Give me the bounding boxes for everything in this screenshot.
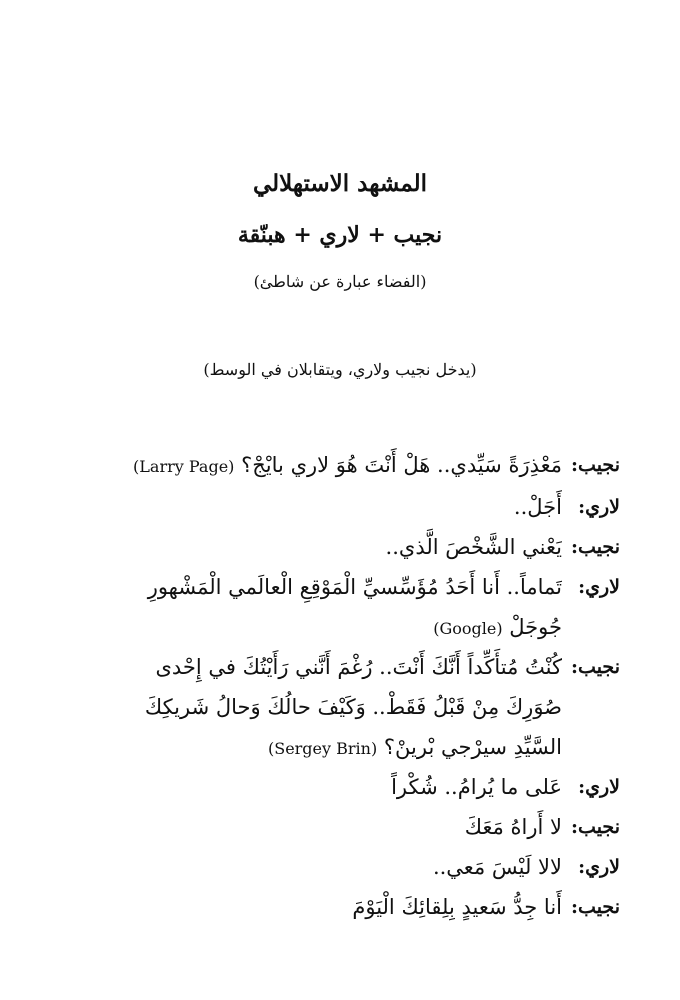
dialogue-line <box>60 445 620 487</box>
scene-title: المشهد الاستهلالي <box>252 170 428 197</box>
dialogue-line <box>60 487 620 527</box>
dialogue-line <box>60 767 620 807</box>
speech-text: أَنا جِدُّ سَعيدٍ بِلِقائِكَ الْيَوْمَ <box>352 895 562 919</box>
speech-text: مَعْذِرَةً سَيِّدي.. هَلْ أَنْتَ هُوَ لاري بايْجْ؟ (Larry Page) <box>133 453 562 477</box>
dialogue-line <box>60 567 620 647</box>
speaker-name: نجيب: <box>571 816 620 838</box>
speaker-name: نجيب: <box>571 896 620 918</box>
speaker-name: نجيب: <box>571 454 620 476</box>
setting-note: (الفضاء عبارة عن شاطئ) <box>253 272 427 291</box>
dialogue-line <box>60 807 620 847</box>
speech-text: يَعْني الشَّخْصَ الَّذي.. <box>385 535 562 559</box>
latin-name: (Google) <box>433 619 503 638</box>
dialogue-line <box>60 647 620 767</box>
speech-text: عَلى ما يُرامُ.. شُكْراً <box>391 775 562 799</box>
dialogue-line <box>60 527 620 567</box>
speaker-name: لاري: <box>578 776 620 798</box>
speech-text: تَماماً.. أَنا أَحَدُ مُؤَسِّسيِّ الْمَوْقِعِ الْعالَمي الْمَشْهورِ جُوجَلْ (Google) <box>147 575 562 639</box>
latin-name: (Larry Page) <box>133 457 235 476</box>
speech-text: أَجَلْ.. <box>513 495 562 519</box>
speaker-name: لاري: <box>578 856 620 878</box>
dialogue-line <box>60 847 620 887</box>
stage-direction: (يدخل نجيب ولاري، ويتقابلان في الوسط) <box>203 360 477 379</box>
speaker-name: لاري: <box>578 576 620 598</box>
latin-name: (Sergey Brin) <box>267 739 378 758</box>
speaker-name: نجيب: <box>571 656 620 678</box>
speech-text: لالا لَيْسَ مَعي.. <box>432 855 562 879</box>
dialogue <box>60 445 620 927</box>
speaker-name: نجيب: <box>571 536 620 558</box>
speech-text: كُنْتُ مُتأَكِّداً أَنَّكَ أَنْتَ.. رُغْمَ أَنَّني رَأَيْتُكَ في إِحْدى صُوَرِكَ مِنْ قَبْلُ فَقَطْ.. وَكَيْفَ حالُكَ وَحالُ شَريكِكَ السَّيِّدِ سيرْجي بْرينْ؟ (Sergey Brin) <box>144 655 562 759</box>
dialogue-line <box>60 887 620 927</box>
scene-characters: نجيب + لاري + هبنّقة <box>237 222 443 248</box>
speaker-name: لاري: <box>578 496 620 518</box>
speech-text: لا أَراهُ مَعَكَ <box>464 815 562 839</box>
